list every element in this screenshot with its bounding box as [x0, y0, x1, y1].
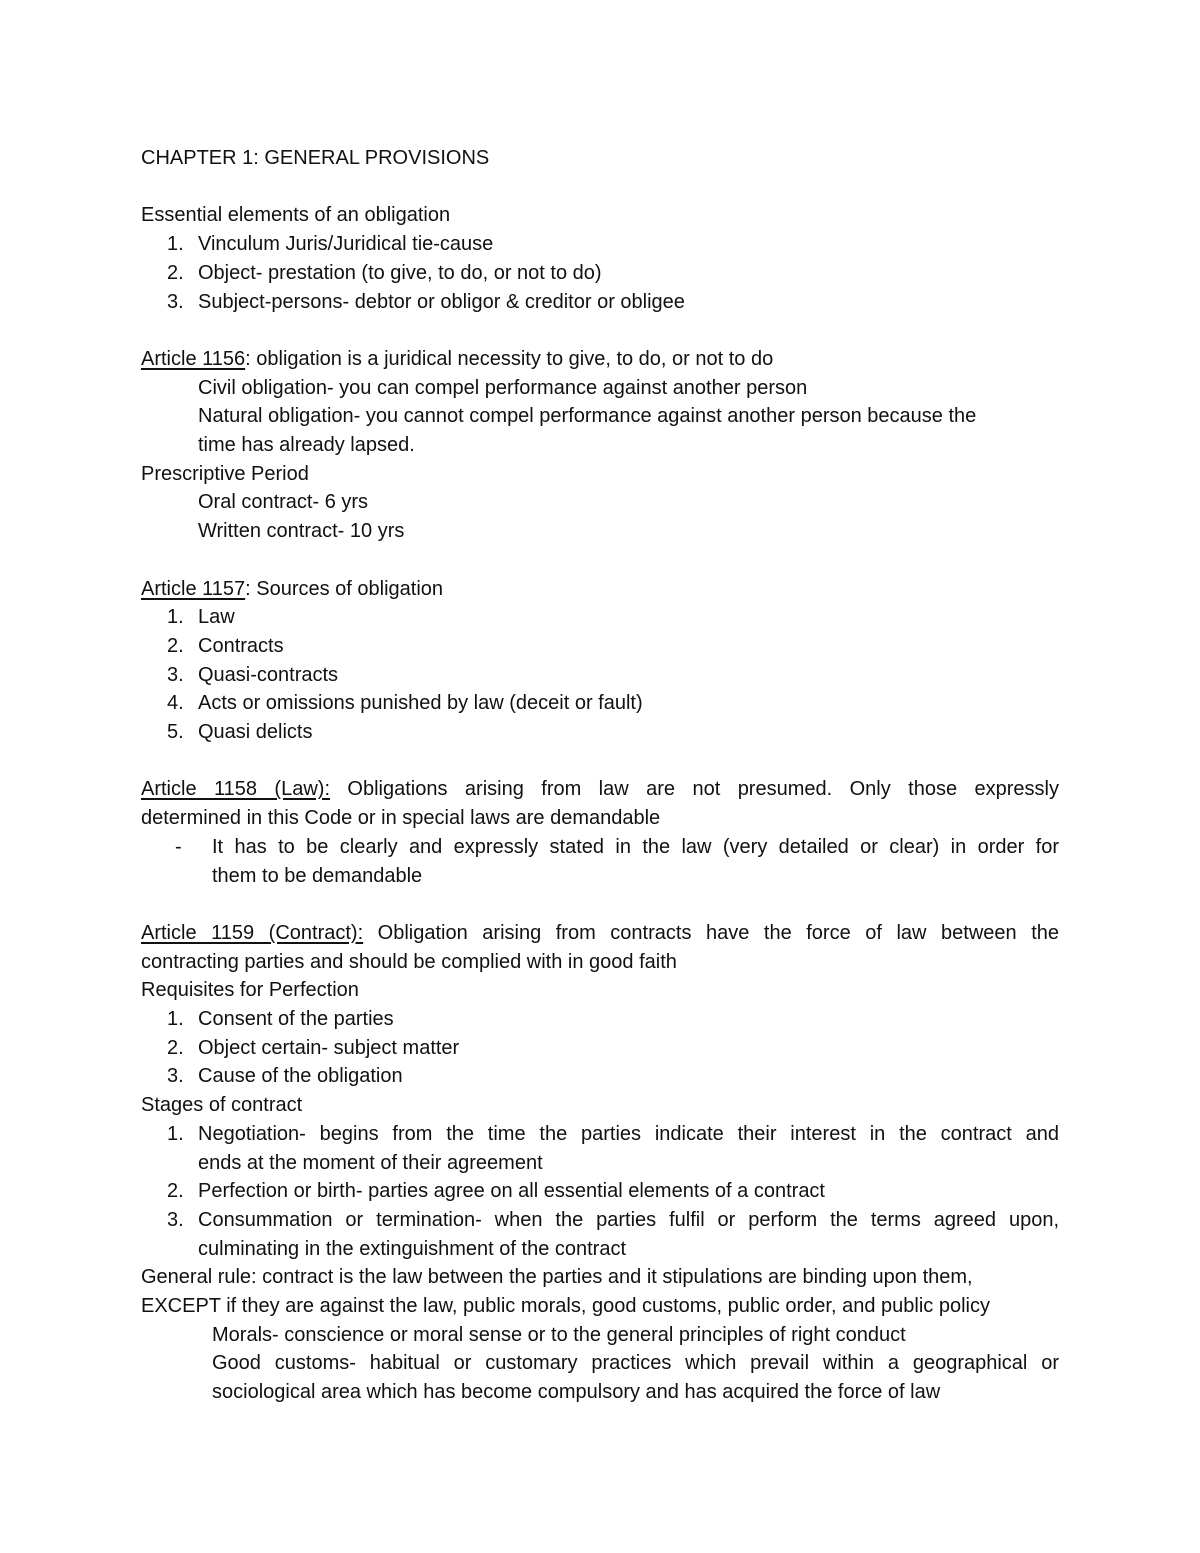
article-1156: Article 1156: obligation is a juridical necessity to give, to do, or not to do	[141, 347, 774, 370]
list-item: 3. Subject-persons- debtor or obligor & creditor or obligee	[167, 290, 685, 313]
article-label: Article 1158 (Law):	[141, 778, 330, 801]
stages-heading: Stages of contract	[141, 1094, 303, 1117]
chapter-title: CHAPTER 1: GENERAL PROVISIONS	[141, 147, 490, 169]
article-label: Article 1156	[141, 347, 246, 370]
written-contract: Written contract- 10 yrs	[198, 520, 405, 543]
morals-definition: Morals- conscience or moral sense or to the general principles of right conduct	[212, 1323, 906, 1346]
list-item: 2. Object certain- subject matter	[167, 1036, 460, 1059]
natural-obligation-cont: time has already lapsed.	[198, 434, 415, 456]
list-item: 1. Law	[167, 606, 235, 629]
general-rule-cont: EXCEPT if they are against the law, public morals, good customs, public order, and public policy	[141, 1295, 990, 1318]
article-label: Article 1157	[141, 577, 246, 600]
list-item: 3. Cause of the obligation	[167, 1065, 403, 1088]
civil-obligation: Civil obligation- you can compel performance against another person	[198, 376, 808, 399]
general-rule: General rule: contract is the law between the parties and it stipulations are binding upon them,	[141, 1266, 973, 1289]
list-item: 2. Contracts	[167, 634, 284, 657]
list-item: 3. Quasi-contracts	[167, 663, 339, 686]
list-item: 1. Vinculum Juris/Juridical tie-cause	[167, 233, 494, 256]
list-item-cont: ends at the moment of their agreement	[198, 1151, 543, 1174]
customs-definition-cont: sociological area which has become compulsory and has acquired the force of law	[212, 1381, 941, 1404]
list-item: 5. Quasi delicts	[167, 721, 313, 744]
dash-bullet-cont: them to be demandable	[212, 864, 423, 887]
article-1159: Article 1159 (Contract): Obligation arising from contracts have the force of law between the	[141, 921, 1060, 944]
prescriptive-heading: Prescriptive Period	[141, 462, 309, 485]
dash-bullet: - It has to be clearly and expressly stated in the law (very detailed or clear) in order for	[175, 835, 1059, 858]
customs-definition: Good customs- habitual or customary practices which prevail within a geographical or	[212, 1352, 1059, 1375]
requisites-heading: Requisites for Perfection	[141, 979, 359, 1002]
list-item-cont: culminating in the extinguishment of the contract	[198, 1237, 627, 1260]
list-item: 3. Consummation or termination- when the parties fulfil or perform the terms agreed upon,	[167, 1208, 1059, 1231]
list-item: 4. Acts or omissions punished by law (deceit or fault)	[167, 692, 643, 715]
document-content	[141, 144, 1059, 1407]
elements-heading: Essential elements of an obligation	[141, 204, 451, 227]
article-1158-cont: determined in this Code or in special laws are demandable	[141, 807, 661, 830]
list-item: 1. Negotiation- begins from the time the parties indicate their interest in the contract and	[167, 1122, 1059, 1145]
article-1159-cont: contracting parties and should be complied with in good faith	[141, 950, 677, 973]
list-item: 2. Object- prestation (to give, to do, or not to do)	[167, 261, 602, 284]
list-item: 2. Perfection or birth- parties agree on all essential elements of a contract	[167, 1180, 825, 1203]
article-1157: Article 1157: Sources of obligation	[141, 577, 444, 600]
natural-obligation: Natural obligation- you cannot compel performance against another person because the	[198, 405, 977, 428]
oral-contract: Oral contract- 6 yrs	[198, 491, 369, 514]
list-item: 1. Consent of the parties	[167, 1008, 394, 1031]
article-1158: Article 1158 (Law): Obligations arising from law are not presumed. Only those expressly	[141, 778, 1059, 801]
article-label: Article 1159 (Contract):	[141, 921, 364, 944]
